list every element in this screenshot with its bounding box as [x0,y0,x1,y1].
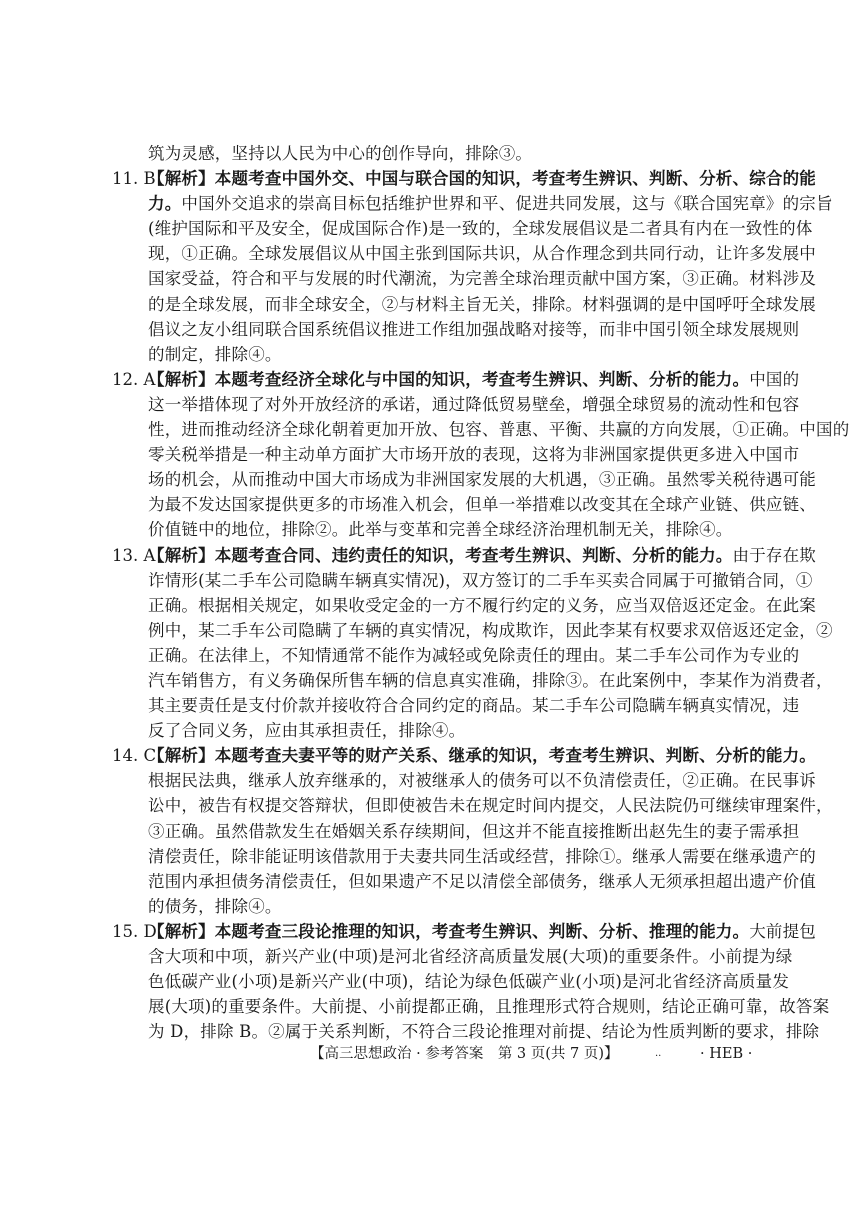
text-segment: 价值链中的地位，排除②。此举与变革和完善全球经济治理机制无关，排除④。 [148,520,733,540]
footer-dots: .. [655,1048,662,1059]
text-line [148,894,788,919]
text-segment: 清偿责任，除非能证明该借款用于夫妻共同生活或经营，排除①。继承人需要在继承遗产的 [148,846,816,866]
footer-code: · HEB · [700,1046,753,1062]
answer-number: 13. A [112,545,156,565]
text-line [148,844,816,869]
text-segment: 正确。在法律上，不知情通常不能作为减轻或免除责任的理由。某二手车公司作为专业的 [148,645,800,665]
text-segment: 大前提包 [749,921,817,941]
text-line [148,1019,820,1044]
text-segment: 场的机会，从而推动中国大市场成为非洲国家发展的大机遇，③正确。虽然零关税待遇可能 [148,470,816,490]
text-segment: 力。 [148,194,182,214]
text-segment: 正确。根据相关规定，如果收受定金的一方不履行约定的义务，应当双倍返还定金。在此案 [148,595,816,615]
answer-number: 12. A [112,369,156,389]
text-segment: 色低碳产业(小项)是新兴产业(中项)，结论为绿色低碳产业(小项)是河北省经济高质量发 [148,972,790,992]
text-segment: 展(大项)的重要条件。大前提、小前提都正确，且推理形式符合规则，结论正确可靠，故答案 [148,997,830,1017]
text-line [148,568,813,593]
answer-item [112,919,830,1044]
text-segment: 范围内承担债务清偿责任，但如果遗产不足以清偿全部债务，继承人无须承担超出遗产价值 [148,871,816,891]
text-line [148,994,830,1019]
text-segment: 【解析】本题考查经济全球化与中国的知识，考查考生辨识、判断、分析的能力。 [148,369,750,389]
answer-number: 15. D [112,921,157,941]
text-segment: 中国外交追求的崇高目标包括维护世界和平、促进共同发展，这与《联合国宪章》的宗旨 [181,194,833,214]
answer-number: 14. C [112,746,157,766]
text-segment: 根据民法典，继承人放弃继承的，对被继承人的债务可以不负清偿责任，②正确。在民事诉 [148,771,816,791]
text-segment: 中国的 [749,369,800,389]
text-segment: 其主要责任是支付价款并接收符合合同约定的商品。某二手车公司隐瞒车辆真实情况，违 [148,696,800,716]
text-segment: ③正确。虽然借款发生在婚姻关系存续期间，但这并不能直接推断出赵先生的妻子需承担 [148,821,800,841]
answer-content [112,141,850,1044]
answer-item [112,743,833,919]
text-segment: 倡议之友小组同联合国系统倡议推进工作组加强战略对接等，而非中国引领全球发展规则 [148,319,800,339]
text-line [148,919,817,944]
text-line [148,241,816,266]
text-line [148,467,816,492]
text-segment: 诈情形(某二手车公司隐瞒车辆真实情况)，双方签订的二手车买卖合同属于可撤销合同，① [148,570,813,590]
answer-number: 11. B [112,169,156,189]
text-line [148,367,800,392]
text-line [148,392,800,417]
text-line [148,517,788,542]
text-line [148,618,833,643]
text-line [148,342,788,367]
text-segment: 为 D，排除 B。②属于关系判断，不符合三段论推理对前提、结论为性质判断的要求，排除 [148,1022,820,1042]
text-segment: 【解析】本题考查合同、违约责任的知识，考查考生辨识、判断、分析的能力。 [148,545,733,565]
text-line [148,668,833,693]
text-line [148,743,816,768]
text-segment: 的债务，排除④。 [148,896,282,916]
text-segment: 反了合同义务，应由其承担责任，排除④。 [148,721,466,741]
text-segment: 的制定，排除④。 [148,344,282,364]
text-line [148,166,816,191]
text-line [148,191,833,216]
text-line [148,643,800,668]
text-segment: 【解析】本题考查三段论推理的知识，考查考生辨识、判断、分析、推理的能力。 [148,921,750,941]
text-line [148,492,816,517]
text-line [148,266,816,291]
text-line [148,593,816,618]
text-line [148,442,800,467]
text-line [148,693,800,718]
text-segment: (维护国际和平及安全，促成国际合作)是一致的，全球发展倡议是二者具有内在一致性的体 [148,219,813,239]
text-line [148,793,833,818]
intro-line: 筑为灵感，坚持以人民为中心的创作导向，排除③。 [148,144,533,163]
text-segment: 【解析】本题考查夫妻平等的财产关系、继承的知识，考查考生辨识、判断、分析的能力。 [148,746,816,766]
text-line [148,768,816,793]
text-segment: 由于存在欺 [732,545,816,565]
text-segment: 【解析】本题考查中国外交、中国与联合国的知识，考查考生辨识、判断、分析、综合的能 [148,169,816,189]
page-footer [0,1042,867,1066]
text-line [148,417,850,442]
answer-item [112,166,833,367]
text-segment: 现，①正确。全球发展倡议从中国主张到国际共识，从合作理念到共同行动，让许多发展中 [148,244,816,264]
text-segment: 讼中，被告有权提交答辩状，但即使被告未在规定时间内提交，人民法院仍可继续审理案件， [148,796,833,816]
text-segment: 性，进而推动经济全球化朝着更加开放、包容、普惠、平衡、共赢的方向发展，①正确。中国的 [148,420,850,440]
text-segment: 零关税举措是一种主动单方面扩大市场开放的表现，这将为非洲国家提供更多进入中国市 [148,445,800,465]
footer-page-info: 【高三思想政治 · 参考答案 第 3 页(共 7 页)】 [310,1046,619,1062]
text-line [148,543,816,568]
answer-item [112,543,833,744]
text-line [148,216,813,241]
text-line [148,317,800,342]
text-segment: 国家受益，符合和平与发展的时代潮流，为完善全球治理贡献中国方案，③正确。材料涉及 [148,269,816,289]
text-segment: 例中，某二手车公司隐瞒了车辆的真实情况，构成欺诈，因此李某有权要求双倍返还定金，② [148,620,833,640]
text-segment: 含大项和中项，新兴产业(中项)是河北省经济高质量发展(大项)的重要条件。小前提为绿 [148,947,793,966]
answer-item [112,367,850,543]
text-segment: 的是全球发展，而非全球安全，②与材料主旨无关，排除。材料强调的是中国呼吁全球发展 [148,294,816,314]
text-segment: 这一举措体现了对外开放经济的承诺，通过降低贸易壁垒，增强全球贸易的流动性和包容 [148,394,800,414]
text-line [148,292,816,317]
text-line [148,819,800,844]
text-line [148,718,788,743]
text-line [148,969,788,994]
text-segment: 汽车销售方，有义务确保所售车辆的信息真实准确，排除③。在此案例中，李某作为消费者， [148,670,833,690]
text-segment: 为最不发达国家提供更多的市场准入机会，但单一举措难以改变其在全球产业链、供应链、 [148,495,816,515]
text-line [148,944,793,969]
text-line [148,869,816,894]
